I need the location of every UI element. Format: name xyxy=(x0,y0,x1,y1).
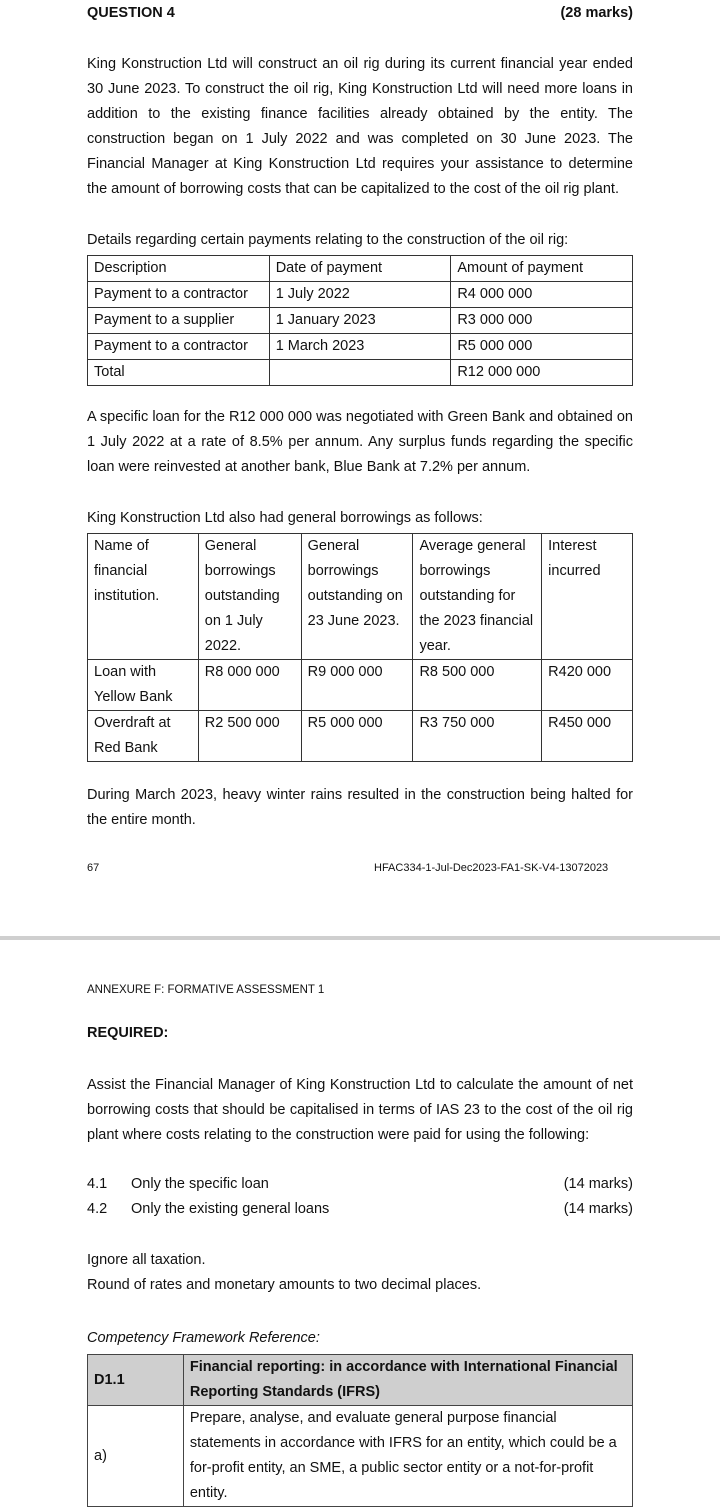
general-header-cell: General borrowings outstanding on 1 July 2022. xyxy=(198,534,301,660)
general-header-row xyxy=(88,534,633,660)
table-cell: R3 750 000 xyxy=(413,711,542,762)
table-cell: Total xyxy=(88,360,270,386)
table-cell: R8 500 000 xyxy=(413,660,542,711)
table-cell: R3 000 000 xyxy=(451,308,633,334)
payments-header-row xyxy=(88,256,633,282)
rains-paragraph: During March 2023, heavy winter rains resulted in the construction being halted for the entire month. xyxy=(87,787,633,828)
competency-table xyxy=(87,1354,633,1507)
table-cell: R420 000 xyxy=(542,660,633,711)
page-footer xyxy=(87,862,633,874)
competency-heading: Financial reporting: in accordance with International Financial Reporting Standards (IFRS) xyxy=(183,1355,632,1406)
table-cell: R12 000 000 xyxy=(451,360,633,386)
table-cell: R4 000 000 xyxy=(451,282,633,308)
table-cell: R8 000 000 xyxy=(198,660,301,711)
specific-loan-paragraph: A specific loan for the R12 000 000 was negotiated with Green Bank and obtained on 1 July 2022 at a rate of 8.5% per annum. Any surplus funds regarding the specific loan were reinvested at another bank, Blue Bank at 7.2% per annum. xyxy=(87,409,633,475)
table-row xyxy=(88,282,633,308)
table-cell: Payment to a contractor xyxy=(88,334,270,360)
task-text: Only the existing general loans xyxy=(131,1201,330,1217)
question-title: QUESTION 4 xyxy=(87,5,175,21)
page-2 xyxy=(0,940,720,1501)
payments-header-cell: Amount of payment xyxy=(451,256,633,282)
task-marks: (14 marks) xyxy=(563,1176,633,1192)
general-header-cell: Interest incurred xyxy=(542,534,633,660)
competency-title: Competency Framework Reference: xyxy=(87,1330,320,1346)
task-number: 4.2 xyxy=(87,1201,108,1217)
table-row xyxy=(88,334,633,360)
task-text: Only the specific loan xyxy=(131,1176,269,1192)
required-label: REQUIRED: xyxy=(87,1025,169,1041)
task-number: 4.1 xyxy=(87,1176,108,1192)
table-cell xyxy=(269,360,451,386)
table-cell: R9 000 000 xyxy=(301,660,413,711)
intro-paragraph: King Konstruction Ltd will construct an oil rig during its current financial year ended 30 June 2023. To construct the oil rig, King Konstruction Ltd will need more loans in addition to the existing finance facilities already obtained by the entity. The construction began on 1 July 2022 and was completed on 30 June 2023. The Financial Manager at King Konstruction Ltd requires your assistance to determine the amount of borrowing costs that can be capitalized to the cost of the oil rig plant. xyxy=(87,56,633,197)
table-cell: Overdraft at Red Bank xyxy=(88,711,199,762)
payments-header-cell: Date of payment xyxy=(269,256,451,282)
required-paragraph: Assist the Financial Manager of King Konstruction Ltd to calculate the amount of net borrowing costs that should be capitalised in terms of IAS 23 to the cost of the oil rig plant where costs relating to the construction were paid for using the following: xyxy=(87,1077,633,1143)
note-taxation: Ignore all taxation. xyxy=(87,1252,206,1268)
competency-code: D1.1 xyxy=(88,1355,184,1406)
table-row xyxy=(88,660,633,711)
general-header-cell: Name of financial institution. xyxy=(88,534,199,660)
competency-item-text: Prepare, analyse, and evaluate general purpose financial statements in accordance with IFRS for an entity, which could be a for-profit entity, an SME, a public sector entity or a not-for-profit entity. xyxy=(183,1406,632,1507)
document-code: HFAC334-1-Jul-Dec2023-FA1-SK-V4-13072023 xyxy=(374,862,609,874)
table-cell: R2 500 000 xyxy=(198,711,301,762)
table-row xyxy=(88,711,633,762)
competency-header-row xyxy=(88,1355,633,1406)
table-cell: Payment to a contractor xyxy=(88,282,270,308)
general-borrowings-caption: King Konstruction Ltd also had general borrowings as follows: xyxy=(87,510,483,526)
table-row xyxy=(88,308,633,334)
page-number: 67 xyxy=(87,862,100,874)
question-header xyxy=(87,5,633,21)
payments-caption: Details regarding certain payments relating to the construction of the oil rig: xyxy=(87,232,569,248)
table-cell: Payment to a supplier xyxy=(88,308,270,334)
table-cell: R5 000 000 xyxy=(451,334,633,360)
payments-header-cell: Description xyxy=(88,256,270,282)
table-cell: R5 000 000 xyxy=(301,711,413,762)
task-marks: (14 marks) xyxy=(563,1201,633,1217)
competency-item-label: a) xyxy=(88,1406,184,1507)
competency-row xyxy=(88,1406,633,1507)
table-cell: 1 July 2022 xyxy=(269,282,451,308)
table-cell: Loan with Yellow Bank xyxy=(88,660,199,711)
question-marks: (28 marks) xyxy=(560,5,633,21)
general-borrowings-table xyxy=(87,533,633,762)
table-cell: 1 January 2023 xyxy=(269,308,451,334)
annexure-heading: ANNEXURE F: FORMATIVE ASSESSMENT 1 xyxy=(87,984,325,996)
general-header-cell: General borrowings outstanding on 23 June 2023. xyxy=(301,534,413,660)
general-header-cell: Average general borrowings outstanding for the 2023 financial year. xyxy=(413,534,542,660)
table-cell: 1 March 2023 xyxy=(269,334,451,360)
payments-table xyxy=(87,255,633,386)
note-rounding: Round of rates and monetary amounts to two decimal places. xyxy=(87,1277,482,1293)
table-row-total xyxy=(88,360,633,386)
table-cell: R450 000 xyxy=(542,711,633,762)
